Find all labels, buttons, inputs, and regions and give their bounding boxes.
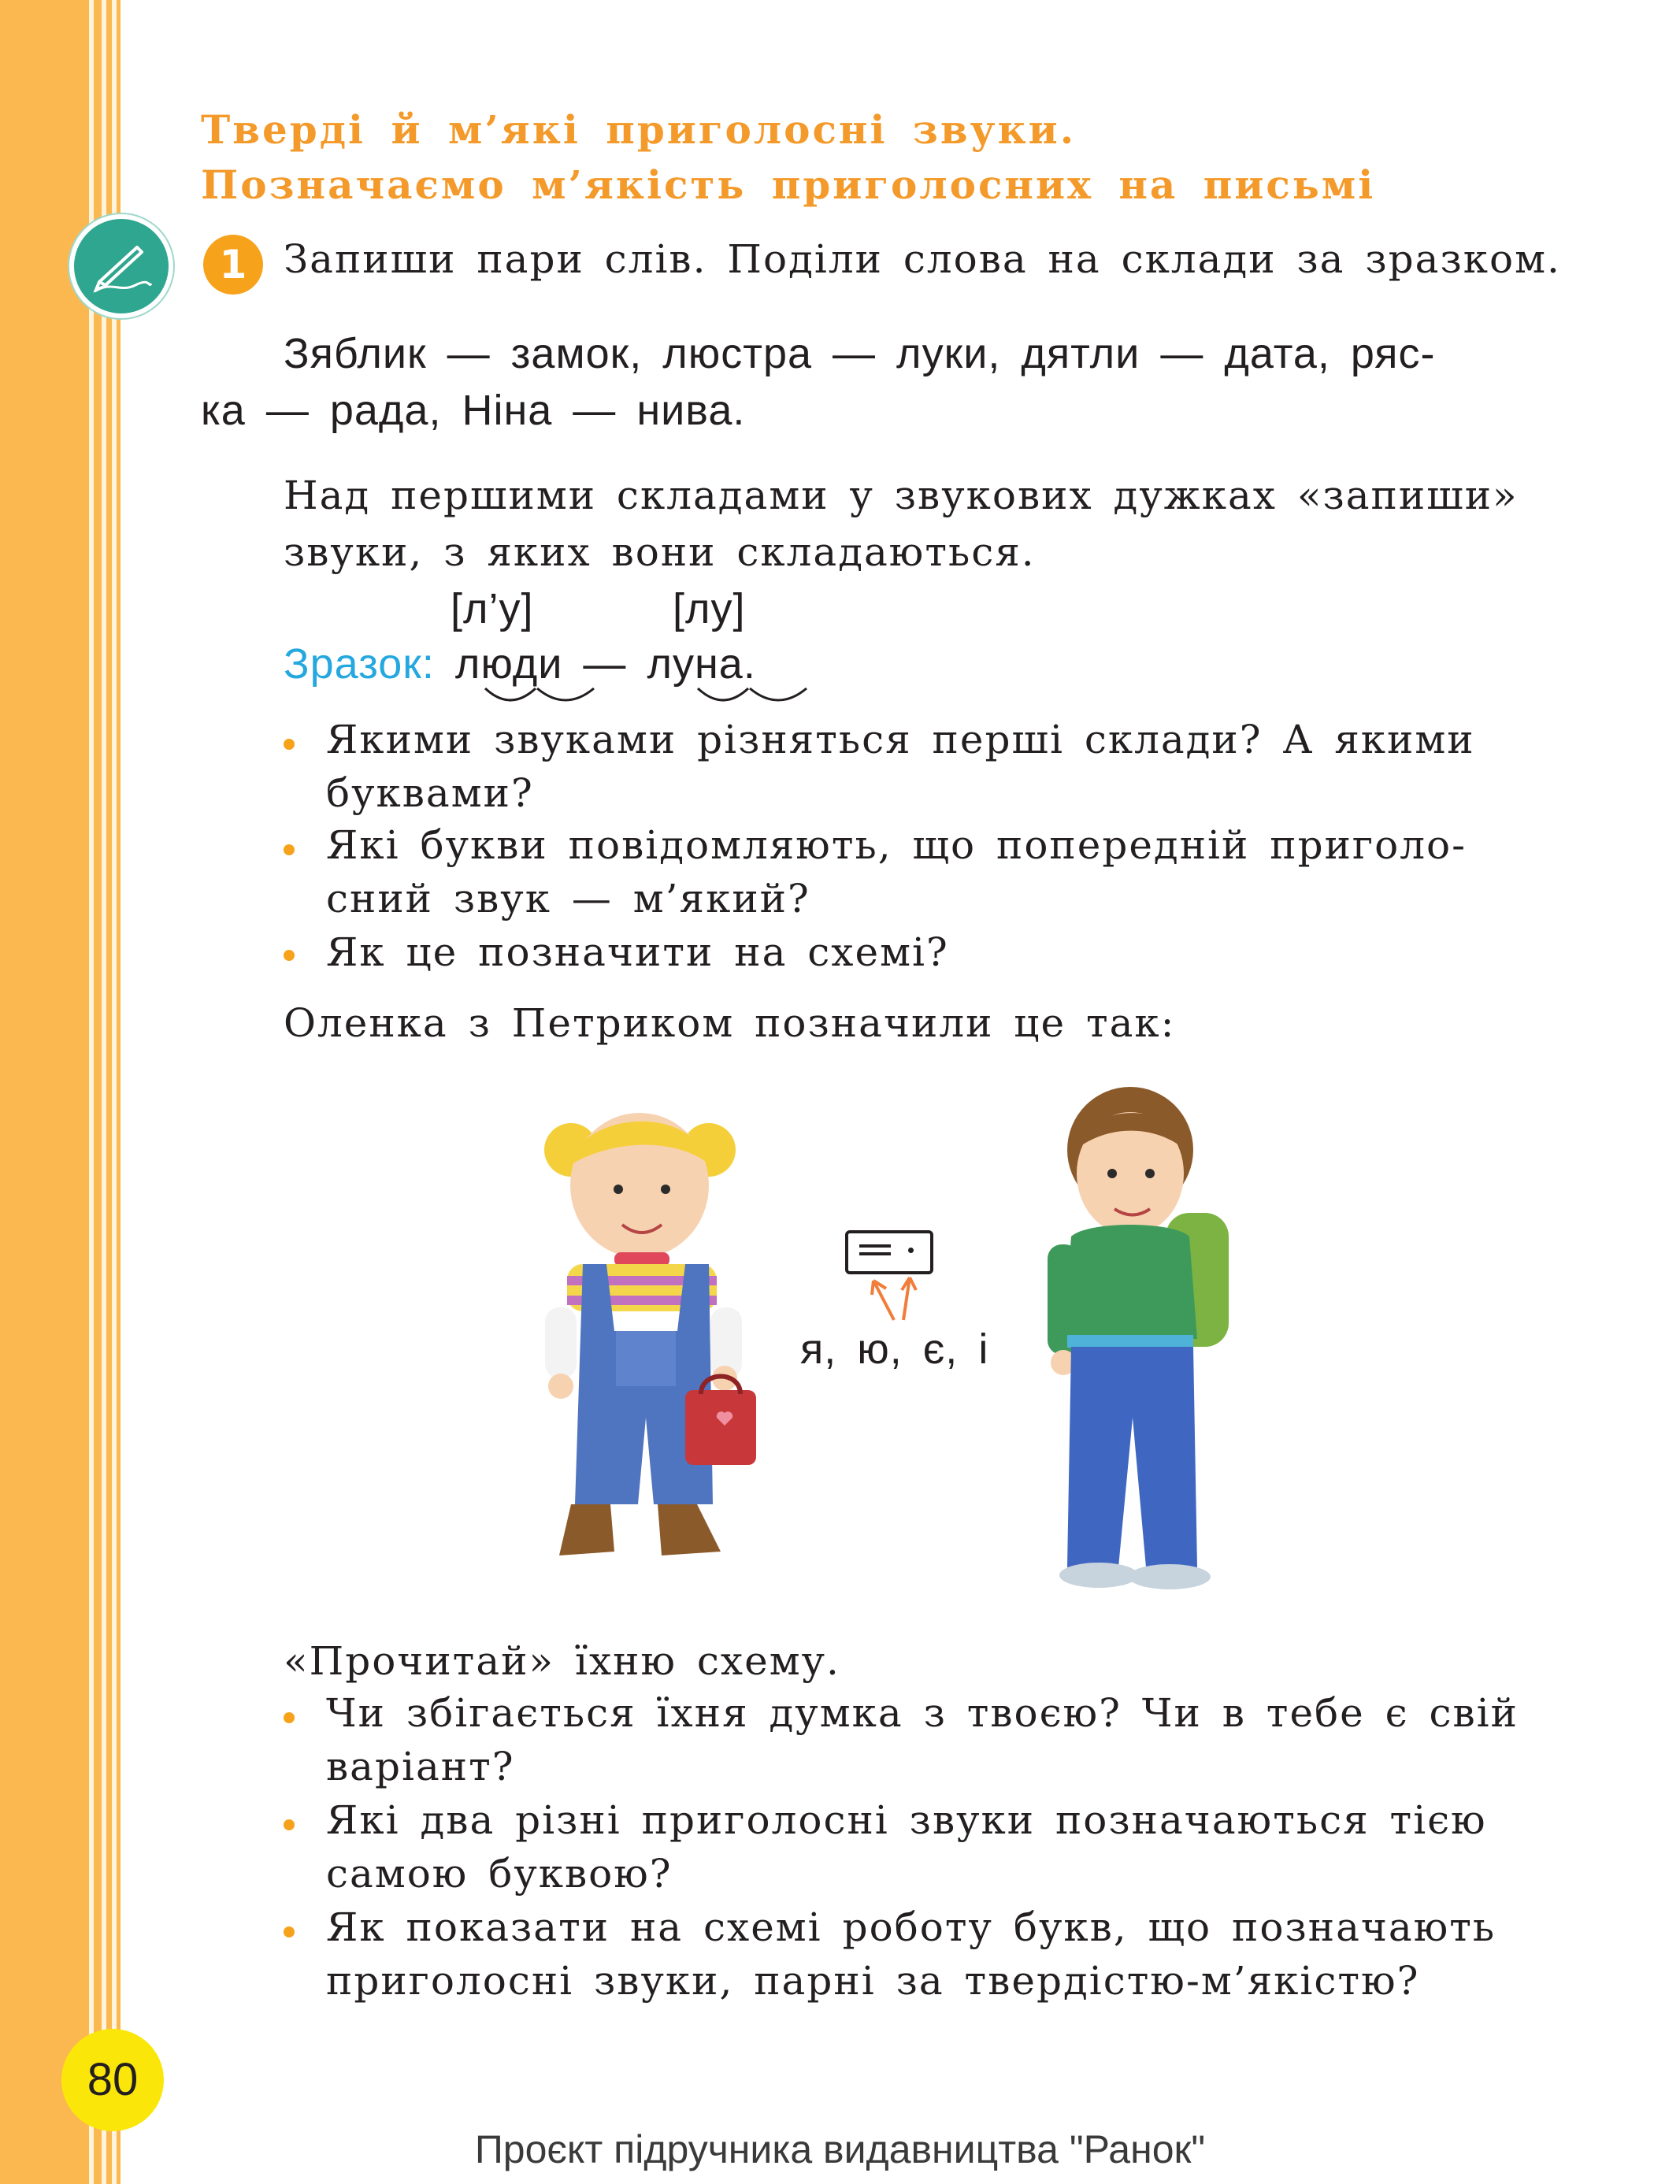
question-5-line1: Які два різні приголосні звуки позначаються тією: [326, 1797, 1487, 1843]
exercise-number-badge: 1: [203, 235, 263, 295]
question-6-line2: приголосні звуки, парні за твердістю-м’якістю?: [326, 1958, 1420, 2004]
sample-label: Зразок:: [284, 640, 435, 688]
bullet-dot: [284, 1819, 295, 1830]
syllable-arc: [698, 688, 748, 700]
scheme-hard-line: [859, 1244, 891, 1248]
boy-illustration: [1040, 1079, 1244, 1607]
question-4-line2: варіант?: [326, 1744, 515, 1789]
lesson-title: [201, 102, 1375, 213]
question-4-line1: Чи збігається їхня думка з твоєю? Чи в тебе є свій: [326, 1690, 1519, 1736]
question-5-line2: самою буквою?: [326, 1851, 673, 1897]
page-number: 80: [61, 2029, 164, 2131]
transcription-hard: [лу]: [673, 585, 746, 632]
bullet-dot: [284, 950, 295, 961]
bullet-dot: [284, 844, 295, 855]
task-line2: звуки, з яких вони складаються.: [284, 529, 1036, 575]
transcription-soft: [л’у]: [451, 585, 534, 632]
lesson-title-line1: Тверді й м’які приголосні звуки.: [201, 106, 1077, 153]
lesson-title-line2: Позначаємо м’якість приголосних на письмі: [201, 161, 1376, 208]
exercise-instruction: Запиши пари слів. Поділи слова на склади за зразком.: [284, 236, 1561, 282]
sample-word-2: луна: [647, 640, 744, 688]
sample-word-1: люди: [454, 640, 563, 688]
task-line1: Над першими складами у звукових дужках «запиши»: [284, 473, 1519, 518]
scheme-soft-dot: [908, 1248, 914, 1253]
question-1-line1: Якими звуками різняться перші склади? А якими: [326, 717, 1475, 762]
syllable-arc: [750, 688, 807, 700]
word-pairs-line2: ка — рада, Ніна — нива.: [201, 387, 746, 434]
narration: Оленка з Петриком позначили це так:: [284, 1000, 1176, 1046]
syllable-arc: [537, 688, 594, 700]
pen-icon: [69, 214, 173, 318]
question-2-line2: сний звук — м’який?: [326, 876, 810, 921]
question-1-line2: буквами?: [326, 770, 534, 816]
scheme-hard-line: [859, 1252, 891, 1255]
sample-line: [284, 640, 756, 688]
soft-letters: я, ю, є, і: [800, 1326, 989, 1373]
sample-end: .: [743, 640, 756, 688]
question-6-line1: Як показати на схемі роботу букв, що позначають: [326, 1904, 1496, 1950]
question-3-line1: Як це позначити на схемі?: [326, 929, 949, 975]
sample-dash: —: [583, 640, 627, 688]
bullet-dot: [284, 1926, 295, 1937]
margin-stripe-thin: [117, 0, 121, 2184]
question-2-line1: Які букви повідомляють, що попередній приголо-: [326, 822, 1467, 868]
bullet-dot: [284, 739, 295, 750]
margin-stripe-thin: [94, 0, 102, 2184]
scheme-box: [845, 1230, 933, 1274]
margin-stripe-thin: [106, 0, 112, 2184]
footer-text: Проєкт підручника видавництва "Ранок": [474, 2127, 1206, 2171]
scheme-arrows: [862, 1270, 941, 1325]
girl-illustration: [528, 1079, 764, 1591]
bullet-dot: [284, 1712, 295, 1723]
margin-stripe: [0, 0, 89, 2184]
syllable-arcs: [473, 682, 819, 714]
word-pairs-line1: Зяблик — замок, люстра — луки, дятли — дата, ряс-: [284, 330, 1436, 377]
syllable-arc: [485, 688, 536, 700]
read-scheme: «Прочитай» їхню схему.: [284, 1638, 840, 1684]
